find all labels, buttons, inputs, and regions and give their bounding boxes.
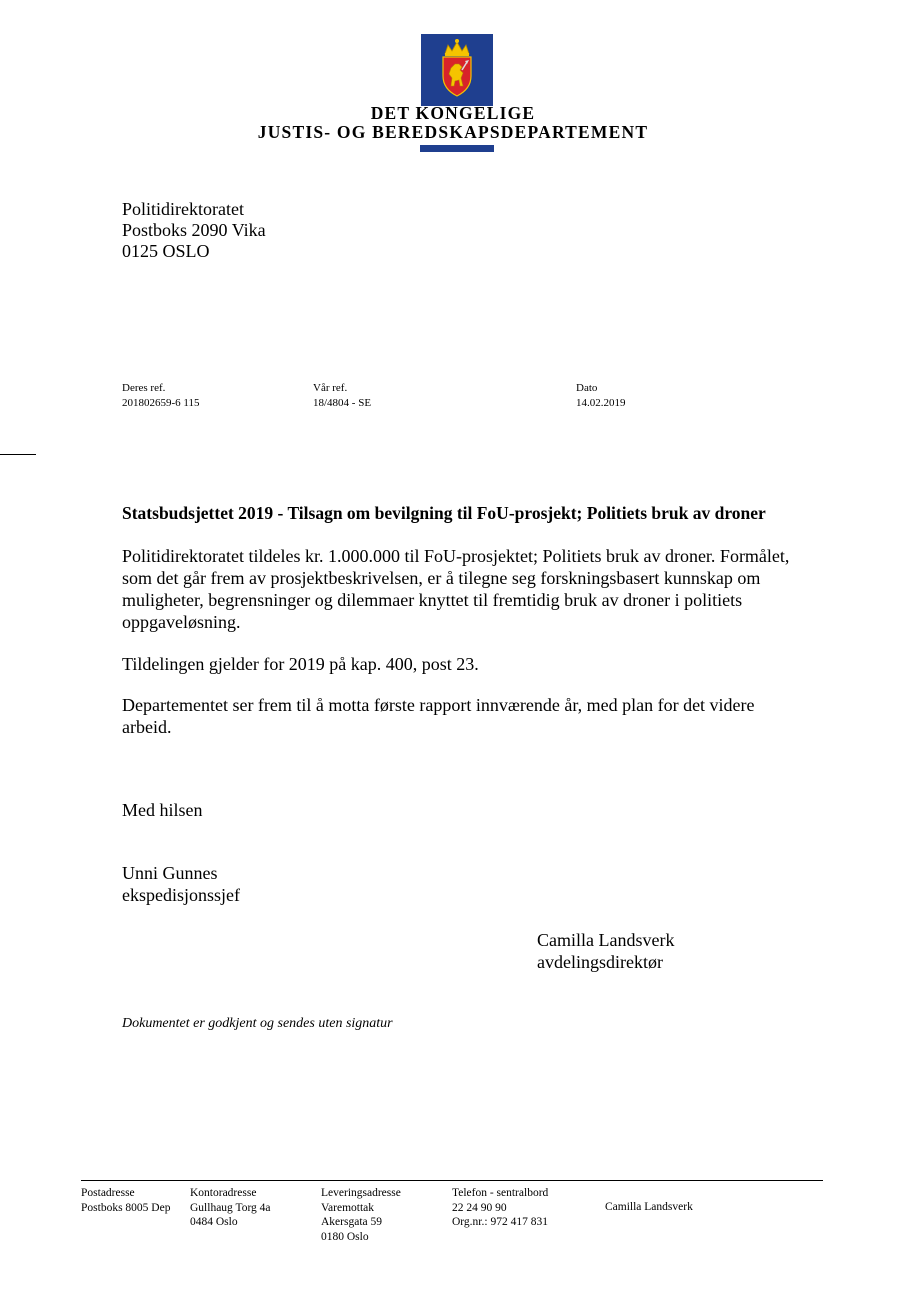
your-ref-label: Deres ref. <box>122 382 166 394</box>
paragraph-3-line-2: arbeid. <box>122 717 172 737</box>
recipient-postal: 0125 OSLO <box>122 241 210 261</box>
footer-office-block <box>190 1186 271 1230</box>
letter-subject: Statsbudsjettet 2019 - Tilsagn om bevilgning til FoU-prosjekt; Politiets bruk av droner <box>122 503 766 523</box>
footer-phone-block <box>452 1186 548 1230</box>
footer-phone-number: 22 24 90 90 <box>452 1201 507 1214</box>
footer-delivery-label: Leveringsadresse <box>321 1187 401 1199</box>
fold-mark <box>0 454 36 455</box>
footer-delivery-line3: 0180 Oslo <box>321 1230 369 1243</box>
paragraph-2: Tildelingen gjelder for 2019 på kap. 400, post 23. <box>122 654 479 674</box>
footer-delivery-line2: Akersgata 59 <box>321 1216 382 1228</box>
footer-office-label: Kontoradresse <box>190 1187 257 1199</box>
paragraph-1-line-2: som det går frem av prosjektbeskrivelsen, er å tilegne seg forskningsbasert kunnskap om <box>122 568 761 588</box>
paragraph-1-line-1: Politidirektoratet tildeles kr. 1.000.000 til FoU-prosjektet; Politiets bruk av droner. Formålet, <box>122 546 790 566</box>
footer-divider <box>81 1180 823 1181</box>
your-ref-value: 201802659-6 115 <box>122 397 200 409</box>
approval-note: Dokumentet er godkjent og sendes uten signatur <box>122 1016 393 1031</box>
date-value: 14.02.2019 <box>576 397 626 409</box>
coat-of-arms-icon <box>421 34 493 106</box>
greeting: Med hilsen <box>122 800 203 820</box>
footer-office-line1: Gullhaug Torg 4a <box>190 1201 271 1214</box>
signer-1-title: ekspedisjonssjef <box>122 885 240 905</box>
footer-office-line2: 0484 Oslo <box>190 1216 238 1228</box>
footer-post-value: Postboks 8005 Dep <box>81 1201 171 1214</box>
paragraph-1-line-3: muligheter, begrensninger og dilemmaer knyttet til fremtidig bruk av droner i politiets <box>122 590 743 610</box>
our-ref-label: Vår ref. <box>313 382 348 394</box>
footer-contact-name: Camilla Landsverk <box>605 1201 693 1213</box>
footer-org-number: Org.nr.: 972 417 831 <box>452 1216 548 1228</box>
department-name-line1: DET KONGELIGE <box>370 103 536 123</box>
signer-2-name: Camilla Landsverk <box>537 930 675 950</box>
date-label: Dato <box>576 382 598 394</box>
signer-1-name: Unni Gunnes <box>122 863 218 883</box>
department-name-line2: JUSTIS- OG BEREDSKAPSDEPARTEMENT <box>257 122 649 142</box>
recipient-address: Postboks 2090 Vika <box>122 220 266 240</box>
signer-2-title: avdelingsdirektør <box>537 952 663 972</box>
footer-delivery-line1: Varemottak <box>321 1201 375 1214</box>
footer-delivery-block <box>321 1186 401 1244</box>
footer-post-block <box>81 1186 170 1215</box>
paragraph-3-line-1: Departementet ser frem til å motta første rapport innværende år, med plan for det videre <box>122 695 755 715</box>
recipient-name: Politidirektoratet <box>122 199 244 219</box>
logo-divider-bar <box>420 145 494 152</box>
our-ref-value: 18/4804 - SE <box>313 397 372 409</box>
footer-post-label: Postadresse <box>81 1187 135 1199</box>
footer-phone-label: Telefon - sentralbord <box>452 1187 549 1199</box>
paragraph-1-line-4: oppgaveløsning. <box>122 612 241 632</box>
